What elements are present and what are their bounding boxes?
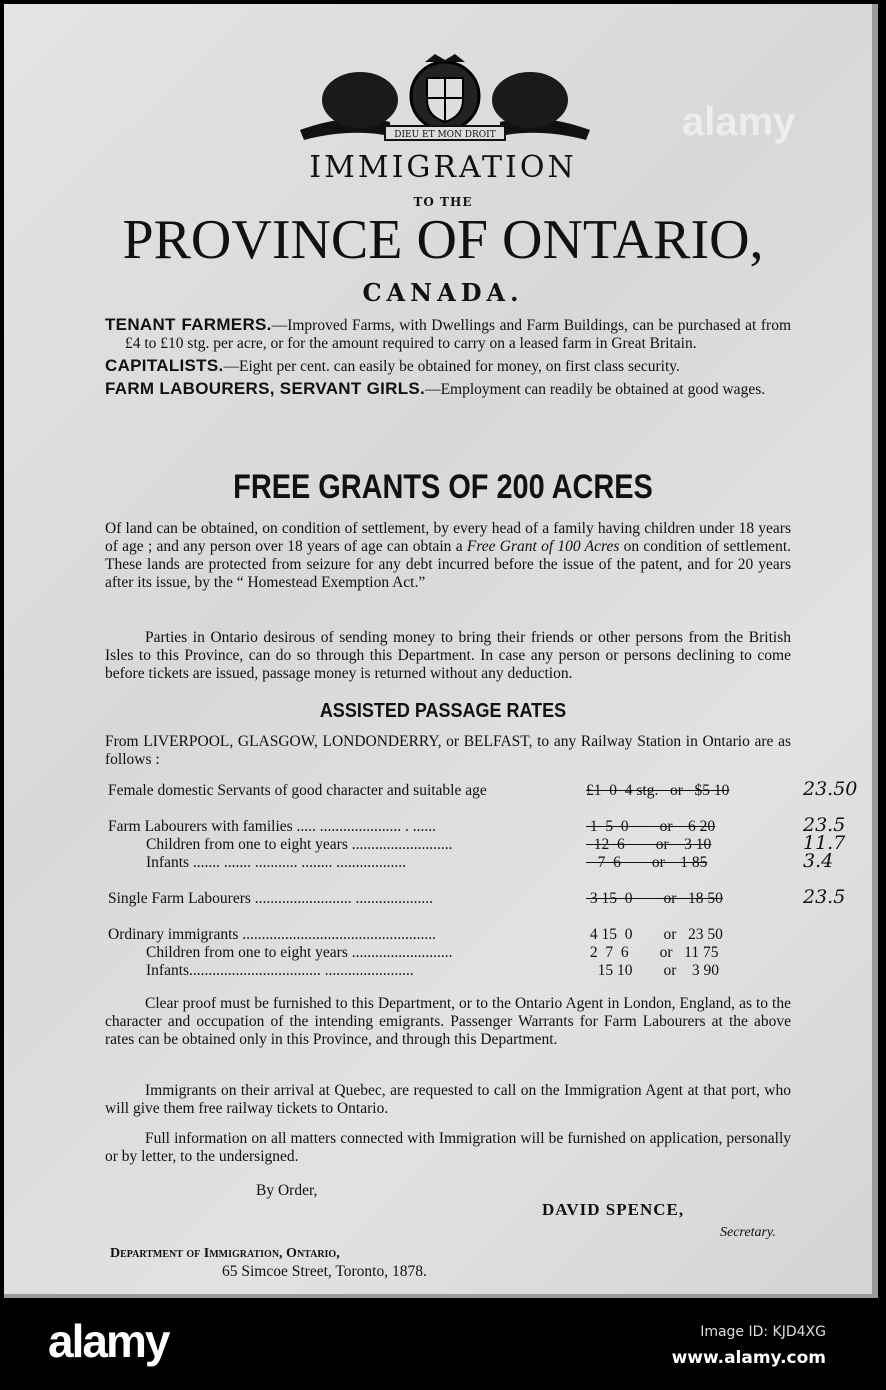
rate-label: Children from one to eight years ..........................	[146, 836, 453, 853]
signatory-title: Secretary.	[720, 1225, 776, 1240]
title-immigration: IMMIGRATION	[309, 150, 577, 185]
rate-label: Infants ....... ....... ........... ........ ..................	[146, 854, 407, 871]
rate-amount: 7 6 or 1 85	[586, 854, 708, 871]
section-heading: TENANT FARMERS.	[105, 315, 272, 334]
rate-row	[108, 926, 878, 944]
rate-row	[108, 814, 878, 836]
rates-intro: From LIVERPOOL, GLASGOW, LONDONDERRY, or BELFAST, to any Railway Station in Ontario are as follows :	[105, 733, 791, 768]
section-text: —Improved Farms, with Dwellings and Farm Buildings, can be purchased at from £4 to £10 stg. per acre, or for the amount required to carry on a leased farm in Great Britain.	[125, 317, 791, 352]
rate-amount: 4 15 0 or 23 50	[586, 926, 723, 943]
rate-amount: 3 15 0 or 18 50	[586, 890, 723, 907]
section-tenant-farmers	[105, 316, 791, 353]
rate-amount: 15 10 or 3 90	[586, 962, 720, 979]
rate-amount: 1 5 0 or 6 20	[586, 818, 716, 835]
title-province: PROVINCE OF ONTARIO,	[122, 209, 764, 271]
rates-heading: ASSISTED PASSAGE RATES	[319, 700, 567, 722]
free-grants-text-part: on condition of settlement. These lands are protected from seizure for any debt incurred before the issue of the patent, and for 20 years after its issue, by the “ Homestead Exemption Act.”	[105, 538, 791, 591]
free-grants-text-part: Of land can be obtained, on condition of settlement, by every head of a family having children under 18 years of age ; and any person over 18 years of age can obtain a	[105, 520, 791, 555]
section-capitalists	[105, 357, 791, 376]
royal-coat-of-arms-icon	[290, 52, 600, 144]
rate-row	[108, 886, 878, 908]
rate-amount: £1 0 4 stg. or $5 10	[586, 782, 730, 799]
row-spacer	[108, 872, 878, 890]
quebec-text: Immigrants on their arrival at Quebec, are requested to call on the Immigration Agent at that port, who will give them free railway tickets to Ontario.	[105, 1082, 791, 1117]
department-address: 65 Simcoe Street, Toronto, 1878.	[222, 1263, 427, 1280]
section-farm-labourers	[105, 380, 791, 399]
row-spacer	[108, 800, 878, 818]
free-grants-heading: FREE GRANTS OF 200 ACRES	[233, 468, 653, 506]
rate-label: Farm Labourers with families ..... ..................... . ......	[108, 818, 437, 835]
rate-label: Single Farm Labourers ......................... ....................	[108, 890, 434, 907]
handwritten-rate: 11.7	[803, 832, 846, 854]
row-spacer	[108, 908, 878, 926]
rate-label: Ordinary immigrants ..................................................	[108, 926, 437, 943]
section-text: —Eight per cent. can easily be obtained for money, on first class security.	[223, 358, 680, 375]
rate-label: Infants.................................. .......................	[146, 962, 414, 979]
handwritten-rate: 23.5	[803, 814, 846, 836]
free-grants-text	[105, 520, 791, 592]
rates-table	[108, 778, 878, 980]
rate-label: Female domestic Servants of good character and suitable age	[108, 782, 487, 799]
handwritten-rate: 23.50	[803, 778, 858, 800]
rate-amount: 12 6 or 3 10	[586, 836, 712, 853]
title-to-the: TO THE	[413, 195, 473, 209]
site-url[interactable]: www.alamy.com	[671, 1348, 826, 1368]
section-text: —Employment can readily be obtained at good wages.	[425, 381, 766, 398]
watermark-logo: alamy	[682, 100, 796, 144]
handwritten-rate: 23.5	[803, 886, 846, 908]
info-text: Full information on all matters connected with Immigration will be furnished on application, personally or by letter, to the undersigned.	[105, 1130, 791, 1165]
parties-text: Parties in Ontario desirous of sending money to bring their friends or other persons from the British Isles to this Province, can do so through this Department. In case any person or persons declining to come before tickets are issued, passage money is returned without any deduction.	[105, 629, 791, 682]
image-id: Image ID: KJD4XG	[700, 1324, 826, 1340]
section-heading: FARM LABOURERS, SERVANT GIRLS.	[105, 379, 426, 398]
department-name: Department of Immigration, Ontario,	[110, 1246, 340, 1261]
signatory-name: DAVID SPENCE,	[542, 1200, 685, 1219]
rate-label: Children from one to eight years ..........................	[146, 944, 453, 961]
alamy-logo: alamy	[48, 1315, 169, 1367]
rate-row	[108, 962, 878, 980]
audience-sections	[105, 316, 791, 403]
section-heading: CAPITALISTS.	[105, 356, 224, 375]
rate-row	[108, 778, 878, 800]
rate-row	[108, 832, 878, 854]
footer-bar	[0, 1300, 886, 1390]
title-canada: CANADA.	[362, 278, 524, 307]
handwritten-rate: 3.4	[803, 850, 834, 872]
rate-amount: 2 7 6 or 11 75	[586, 944, 719, 961]
rate-row	[108, 944, 878, 962]
crest-motto: DIEU ET MON DROIT	[394, 130, 496, 140]
by-order: By Order,	[256, 1182, 318, 1199]
proof-text: Clear proof must be furnished to this Department, or to the Ontario Agent in London, England, as to the character and occupation of the intending emigrants. Passenger Warrants for Farm Labourers at the above rates can be obtained only in this Province, and through this Department.	[105, 995, 791, 1048]
free-grant-100-acres: Free Grant of 100 Acres	[466, 538, 620, 555]
rate-row	[108, 850, 878, 872]
